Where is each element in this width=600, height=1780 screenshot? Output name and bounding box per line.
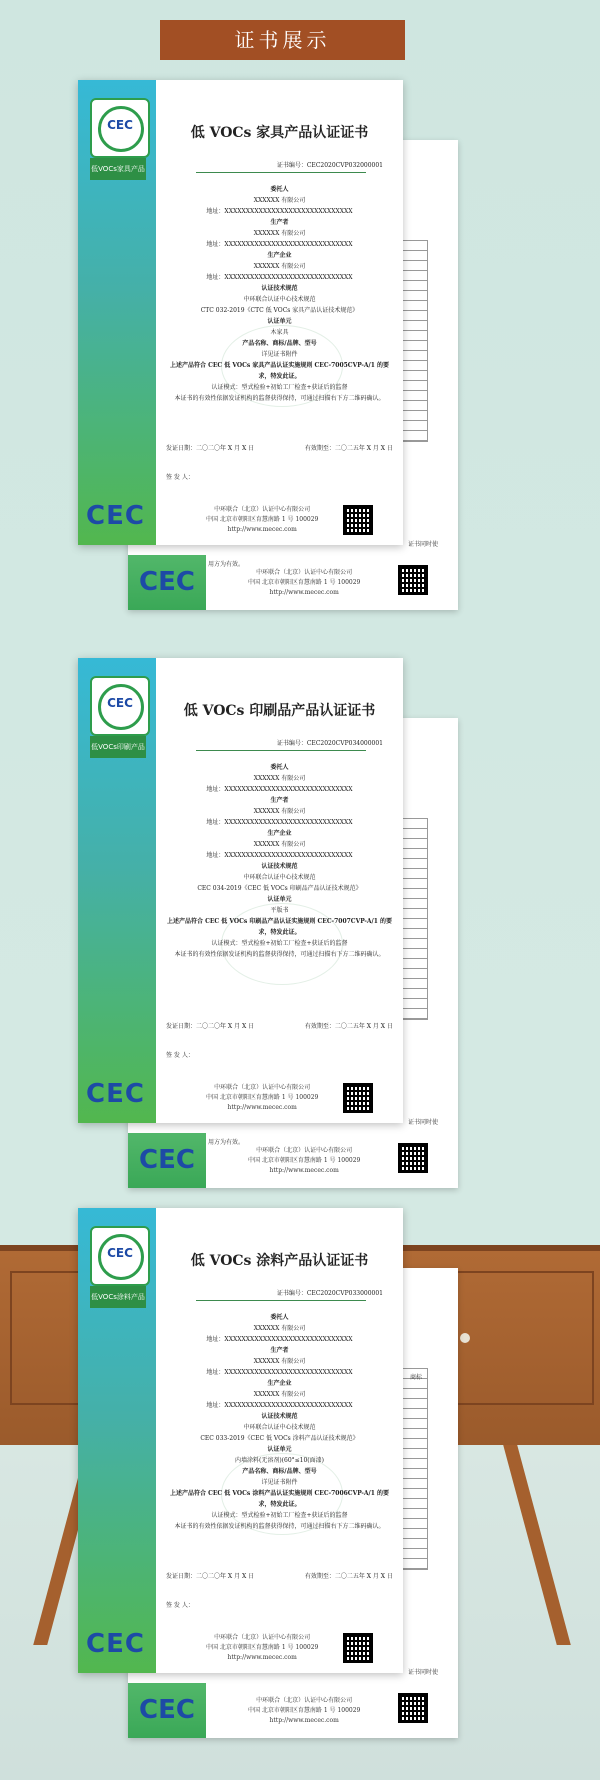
footer-line: http://www.mecec.com [269, 589, 339, 596]
cec-logo-text: CEC [86, 501, 145, 531]
certificate-body [166, 184, 393, 404]
certificate-title: 低 VOCs 涂料产品认证证书 [190, 1253, 369, 1269]
expiry-date: 有效期至：二〇二五年 X 月 X 日 [304, 1573, 393, 1580]
certificate-group [0, 80, 600, 620]
certificate-dates [166, 1021, 393, 1030]
issue-date: 发证日期：二〇二〇年 X 月 X 日 [166, 445, 255, 452]
body-line: 地址：XXXXXXXXXXXXXXXXXXXXXXXXXXXXXX [206, 786, 353, 793]
body-line: CEC 034-2019《CEC 低 VOCs 印刷品产品认证技术规范》 [197, 885, 362, 892]
qr-code-icon [398, 1693, 428, 1723]
body-line: 本证书的有效性依据发证机构的监督获得保持，可通过扫描右下方二维码确认。 [174, 1523, 385, 1530]
body-line: XXXXXX 有限公司 [253, 230, 306, 237]
body-line: 地址：XXXXXXXXXXXXXXXXXXXXXXXXXXXXXX [206, 1369, 353, 1376]
body-line: CEC 033-2019《CEC 低 VOCs 涂料产品认证技术规范》 [200, 1435, 359, 1442]
footer-line: http://www.mecec.com [227, 1654, 297, 1661]
body-line: 委托人 [270, 1314, 289, 1321]
cec-logo-text: CEC [139, 1695, 195, 1725]
qr-pattern [343, 1083, 373, 1113]
product-category-label: 低VOCs家具产品 [90, 158, 146, 180]
product-category-label: 低VOCs印刷产品 [90, 736, 146, 758]
footer-line: 中国 北京市朝阳区育慧南路 1 号 100029 [206, 1644, 319, 1651]
certificate-body [166, 762, 393, 960]
signer-label: 签 发 人： [166, 474, 194, 481]
certificate-body [166, 1312, 393, 1532]
body-line: 地址：XXXXXXXXXXXXXXXXXXXXXXXXXXXXXX [206, 274, 353, 281]
annex-note: 用方为有效。 [208, 561, 245, 568]
issue-date: 发证日期：二〇二〇年 X 月 X 日 [166, 1573, 255, 1580]
body-line: XXXXXX 有限公司 [253, 263, 306, 270]
annex-footer [248, 1696, 360, 1726]
body-line: 产品名称、商标/品牌、型号 [242, 340, 317, 347]
body-line: 上述产品符合 CEC 低 VOCs 印刷品产品认证实施规则 CEC-7007CVP-A/1 的要求，特发此证。 [166, 918, 393, 936]
annex-side-note: 证书同时使 [407, 1669, 438, 1676]
emblem-text: CEC [107, 1246, 133, 1260]
qr-pattern [398, 1693, 428, 1723]
certificate-number: 证书编号：CEC2020CVP032000001 [276, 162, 383, 169]
footer-line: 中国 北京市朝阳区育慧南路 1 号 100029 [248, 1707, 361, 1714]
cec-logo-strip [128, 1133, 206, 1188]
certificate-group [0, 658, 600, 1198]
body-line: XXXXXX 有限公司 [253, 1358, 306, 1365]
cec-logo-text: CEC [139, 1145, 195, 1175]
body-line: 产品名称、商标/品牌、型号 [242, 1468, 317, 1475]
footer-line: http://www.mecec.com [227, 526, 297, 533]
body-line: XXXXXX 有限公司 [253, 775, 306, 782]
annex-note: 用方为有效。 [208, 1139, 245, 1146]
title-divider [196, 172, 366, 173]
gradient-side-band [78, 80, 156, 545]
cec-logo-strip [128, 555, 206, 610]
certificate-title: 低 VOCs 家具产品认证证书 [190, 125, 369, 141]
body-line: CTC 032-2019《CTC 低 VOCs 家具产品认证技术规范》 [200, 307, 359, 314]
body-line: 认证技术规范 [261, 285, 298, 292]
body-line: 上述产品符合 CEC 低 VOCs 涂料产品认证实施规则 CEC-7006CVP-A/1 的要求，特发此证。 [169, 1490, 390, 1508]
annex-side-note: 证书同时使 [407, 1119, 438, 1126]
certificate-page [78, 658, 403, 1123]
body-line: XXXXXX 有限公司 [253, 1325, 306, 1332]
certificate-dates [166, 1571, 393, 1580]
certificate-footer [206, 505, 318, 535]
footer-line: 中国 北京市朝阳区育慧南路 1 号 100029 [206, 516, 319, 523]
certificate-footer [206, 1633, 318, 1663]
title-divider [196, 750, 366, 751]
body-line: 认证单元 [267, 896, 292, 903]
signer-label: 签 发 人： [166, 1052, 194, 1059]
certificate-dates [166, 443, 393, 452]
footer-line: 中环联合（北京）认证中心有限公司 [214, 1084, 311, 1091]
qr-pattern [398, 1143, 428, 1173]
body-line: 生产企业 [267, 830, 292, 837]
issue-date: 发证日期：二〇二〇年 X 月 X 日 [166, 1023, 255, 1030]
body-line: 认证模式：型式检验+初始工厂检查+获证后的监督 [211, 384, 348, 391]
certificate-page [78, 80, 403, 545]
annex-side-note: 证书同时使 [407, 541, 438, 548]
body-line: 生产者 [270, 1347, 289, 1354]
body-line: XXXXXX 有限公司 [253, 1391, 306, 1398]
body-line: 中环联合认证中心技术规范 [243, 1424, 316, 1431]
body-line: 中环联合认证中心技术规范 [243, 874, 316, 881]
emblem-text: CEC [107, 696, 133, 710]
cec-emblem-icon [90, 98, 150, 158]
qr-pattern [398, 565, 428, 595]
cec-logo-strip [128, 1683, 206, 1738]
body-line: 本证书的有效性依据发证机构的监督获得保持，可通过扫描右下方二维码确认。 [174, 951, 385, 958]
qr-code-icon [398, 1143, 428, 1173]
product-category-label: 低VOCs涂料产品 [90, 1286, 146, 1308]
gradient-side-band [78, 658, 156, 1123]
body-line: 认证模式：型式检验+初始工厂检查+获证后的监督 [211, 1512, 348, 1519]
footer-line: 中国 北京市朝阳区育慧南路 1 号 100029 [248, 1157, 361, 1164]
body-line: 详见证书附件 [261, 1479, 298, 1486]
body-line: XXXXXX 有限公司 [253, 197, 306, 204]
body-line: 认证单元 [267, 318, 292, 325]
body-line: 生产企业 [267, 252, 292, 259]
certificate-title: 低 VOCs 印刷品产品认证证书 [183, 703, 376, 719]
body-line: 地址：XXXXXXXXXXXXXXXXXXXXXXXXXXXXXX [206, 241, 353, 248]
certificate-number: 证书编号：CEC2020CVP033000001 [276, 1290, 383, 1297]
cec-logo-text: CEC [86, 1629, 145, 1659]
body-line: 本证书的有效性依据发证机构的监督获得保持，可通过扫描右下方二维码确认。 [174, 395, 385, 402]
body-line: 详见证书附件 [261, 351, 298, 358]
body-line: 地址：XXXXXXXXXXXXXXXXXXXXXXXXXXXXXX [206, 852, 353, 859]
certificate-number: 证书编号：CEC2020CVP034000001 [276, 740, 383, 747]
certificate-content [156, 1208, 403, 1673]
footer-line: http://www.mecec.com [269, 1167, 339, 1174]
footer-line: 中环联合（北京）认证中心有限公司 [256, 1147, 353, 1154]
certificate-group [0, 1208, 600, 1748]
footer-line: 中环联合（北京）认证中心有限公司 [256, 569, 353, 576]
body-line: 地址：XXXXXXXXXXXXXXXXXXXXXXXXXXXXXX [206, 819, 353, 826]
signer-label: 签 发 人： [166, 1602, 194, 1609]
footer-line: 中环联合（北京）认证中心有限公司 [256, 1697, 353, 1704]
footer-line: 中环联合（北京）认证中心有限公司 [214, 1634, 311, 1641]
body-line: 中环联合认证中心技术规范 [243, 296, 316, 303]
footer-line: 中国 北京市朝阳区育慧南路 1 号 100029 [248, 579, 361, 586]
body-line: 平版书 [270, 907, 289, 914]
footer-line: 中环联合（北京）认证中心有限公司 [214, 506, 311, 513]
body-line: 生产者 [270, 219, 289, 226]
section-title-banner: 证书展示 [160, 20, 405, 60]
body-line: 认证模式：型式检验+初始工厂检查+获证后的监督 [211, 940, 348, 947]
qr-pattern [343, 505, 373, 535]
body-line: 认证单元 [267, 1446, 292, 1453]
qr-code-icon [343, 1083, 373, 1113]
body-line: 木家具 [270, 329, 289, 336]
expiry-date: 有效期至：二〇二五年 X 月 X 日 [304, 1023, 393, 1030]
body-line: 地址：XXXXXXXXXXXXXXXXXXXXXXXXXXXXXX [206, 1402, 353, 1409]
title-divider [196, 1300, 366, 1301]
footer-line: http://www.mecec.com [269, 1717, 339, 1724]
gradient-side-band [78, 1208, 156, 1673]
cec-emblem-icon [90, 1226, 150, 1286]
qr-code-icon [398, 565, 428, 595]
body-line: 上述产品符合 CEC 低 VOCs 家具产品认证实施规则 CEC-7005CVP-A/1 的要求，特发此证。 [169, 362, 390, 380]
footer-line: 中国 北京市朝阳区育慧南路 1 号 100029 [206, 1094, 319, 1101]
certificate-footer [206, 1083, 318, 1113]
body-line: 认证技术规范 [261, 1413, 298, 1420]
cec-emblem-icon [90, 676, 150, 736]
cec-logo-text: CEC [139, 567, 195, 597]
qr-code-icon [343, 505, 373, 535]
certificate-page [78, 1208, 403, 1673]
emblem-text: CEC [107, 118, 133, 132]
body-line: 生产企业 [267, 1380, 292, 1387]
body-line: 认证技术规范 [261, 863, 298, 870]
qr-code-icon [343, 1633, 373, 1663]
annex-table-header: 商标 [409, 1374, 422, 1381]
body-line: 地址：XXXXXXXXXXXXXXXXXXXXXXXXXXXXXX [206, 208, 353, 215]
body-line: 委托人 [270, 764, 289, 771]
annex-footer [248, 1146, 360, 1176]
expiry-date: 有效期至：二〇二五年 X 月 X 日 [304, 445, 393, 452]
annex-footer [248, 568, 360, 598]
certificate-content [156, 80, 403, 545]
body-line: 内墙涂料(无溶剂)(60°≤10(面漆) [234, 1457, 324, 1464]
body-line: 生产者 [270, 797, 289, 804]
body-line: XXXXXX 有限公司 [253, 808, 306, 815]
footer-line: http://www.mecec.com [227, 1104, 297, 1111]
certificate-content [156, 658, 403, 1123]
qr-pattern [343, 1633, 373, 1663]
body-line: 地址：XXXXXXXXXXXXXXXXXXXXXXXXXXXXXX [206, 1336, 353, 1343]
body-line: XXXXXX 有限公司 [253, 841, 306, 848]
body-line: 委托人 [270, 186, 289, 193]
cec-logo-text: CEC [86, 1079, 145, 1109]
